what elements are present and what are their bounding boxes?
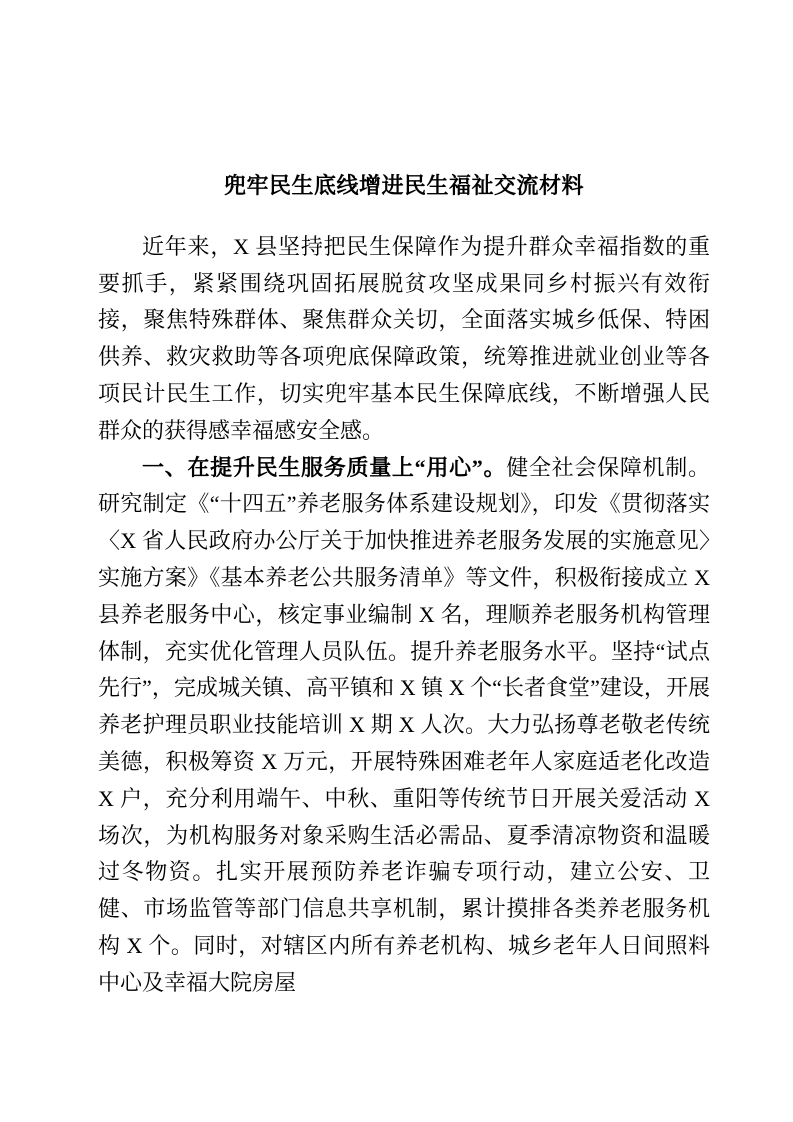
section-1-heading: 一、在提升民生服务质量上“用心”。: [142, 454, 507, 480]
document-title: 兜牢民生底线增进民生福祉交流材料: [223, 173, 584, 198]
document-body: [98, 168, 710, 1002]
section-1-body-text: 健全社会保障机制。研究制定《“十四五”养老服务体系建设规划》，印发《贯彻落实〈X 省人民政府办公厅关于加快推进养老服务发展的实施意见〉实施方案》《基本养老公共服务清单》等文件，积极衔接成立 X 县养老服务中心，核定事业编制 X 名，理顺养老服务机构管理体制，充实优化管理人员队伍。提升养老服务水平。坚持“试点先行”，完成城关镇、高平镇和 X 镇 X 个“长者食堂”建设，开展养老护理员职业技能培训 X 期 X 人次。大力弘扬尊老敬老传统美德，积极筹资 X 万元，开展特殊困难老年人家庭适老化改造 X 户，充分利用端午、中秋、重阳等传统节日开展关爱活动 X 场次，为机构服务对象采购生活必需品、夏季清凉物资和温暖过冬物资。扎实开展预防养老诈骗专项行动，建立公安、卫健、市场监管等部门信息共享机制，累计摸排各类养老服务机构 X 个。同时，对辖区内所有养老机构、城乡老年人日间照料中心及幸福大院房屋: [98, 454, 710, 995]
paragraph-intro-text: 近年来，X 县坚持把民生保障作为提升群众幸福指数的重要抓手，紧紧围绕巩固拓展脱贫攻坚成果同乡村振兴有效衔接，聚焦特殊群体、聚焦群众关切，全面落实城乡低保、特困供养、救灾救助等各项兜底保障政策，统筹推进就业创业等各项民计民生工作，切实兜牢基本民生保障底线，不断增强人民群众的获得感幸福感安全感。: [98, 233, 710, 443]
paragraph-intro: [98, 229, 710, 450]
paragraph-section-1: [98, 450, 710, 1002]
